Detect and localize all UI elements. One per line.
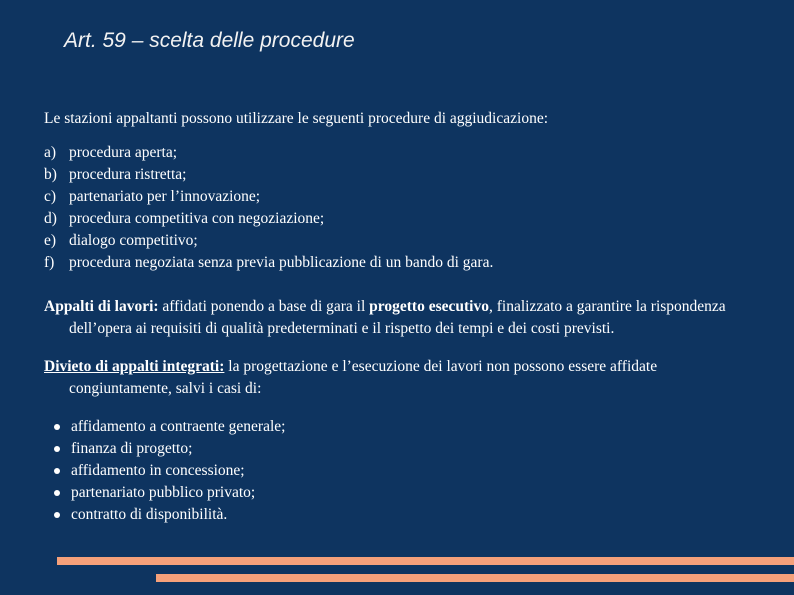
list-marker: a) bbox=[44, 144, 57, 161]
bullet-icon bbox=[54, 424, 60, 430]
appalti-lavori-paragraph bbox=[44, 296, 754, 340]
list-item bbox=[44, 164, 754, 186]
bullet-icon bbox=[54, 446, 60, 452]
list-marker: f) bbox=[44, 254, 55, 271]
list-item bbox=[44, 230, 754, 252]
list-item-text: affidamento in concessione; bbox=[71, 462, 245, 479]
list-item bbox=[54, 438, 754, 460]
procedure-list bbox=[44, 142, 754, 274]
list-item-text: procedura ristretta; bbox=[69, 166, 187, 183]
appalti-lavori-heading: Appalti di lavori: bbox=[44, 298, 159, 315]
list-item-text: partenariato per l’innovazione; bbox=[69, 188, 261, 205]
list-item-text: procedura competitiva con negoziazione; bbox=[69, 210, 325, 227]
list-item bbox=[54, 460, 754, 482]
list-item bbox=[44, 186, 754, 208]
divieto-text: la progettazione e l’esecuzione dei lavori non possono essere affidate congiuntamente, salvi i casi di: bbox=[69, 358, 658, 397]
list-item bbox=[54, 482, 754, 504]
bullet-icon bbox=[54, 490, 60, 496]
list-item bbox=[44, 252, 754, 274]
list-item bbox=[44, 142, 754, 164]
list-item-text: procedura negoziata senza previa pubblicazione di un bando di gara. bbox=[69, 254, 494, 271]
bullet-icon bbox=[54, 512, 60, 518]
list-marker: b) bbox=[44, 166, 57, 183]
slide-content bbox=[44, 108, 754, 526]
slide-title: Art. 59 – scelta delle procedure bbox=[64, 29, 355, 52]
progetto-esecutivo-emphasis: progetto esecutivo bbox=[369, 298, 489, 315]
exceptions-list bbox=[44, 416, 754, 526]
list-item bbox=[44, 208, 754, 230]
divieto-heading: Divieto di appalti integrati: bbox=[44, 358, 225, 375]
appalti-lavori-text-before: affidati ponendo a base di gara il bbox=[158, 298, 370, 315]
list-marker: c) bbox=[44, 188, 57, 205]
list-item-text: affidamento a contraente generale; bbox=[71, 418, 286, 435]
divieto-paragraph bbox=[44, 356, 754, 400]
list-item-text: finanza di progetto; bbox=[71, 440, 193, 457]
list-item bbox=[54, 416, 754, 438]
bullet-icon bbox=[54, 468, 60, 474]
list-marker: d) bbox=[44, 210, 57, 227]
decorative-bar-bottom bbox=[156, 574, 794, 582]
list-item-text: partenariato pubblico privato; bbox=[71, 484, 256, 501]
list-marker: e) bbox=[44, 232, 57, 249]
list-item-text: contratto di disponibilità. bbox=[71, 506, 228, 523]
list-item-text: dialogo competitivo; bbox=[69, 232, 198, 249]
decorative-bar-top bbox=[57, 557, 794, 565]
list-item-text: procedura aperta; bbox=[69, 144, 178, 161]
appalti-lavori-text-after: , finalizzato a garantire la rispondenza dell’opera ai requisiti di qualità predeterminati e il rispetto dei tempi e dei costi previsti. bbox=[69, 298, 726, 337]
intro-text: Le stazioni appaltanti possono utilizzare le seguenti procedure di aggiudicazione: bbox=[44, 110, 548, 127]
list-item bbox=[54, 504, 754, 526]
